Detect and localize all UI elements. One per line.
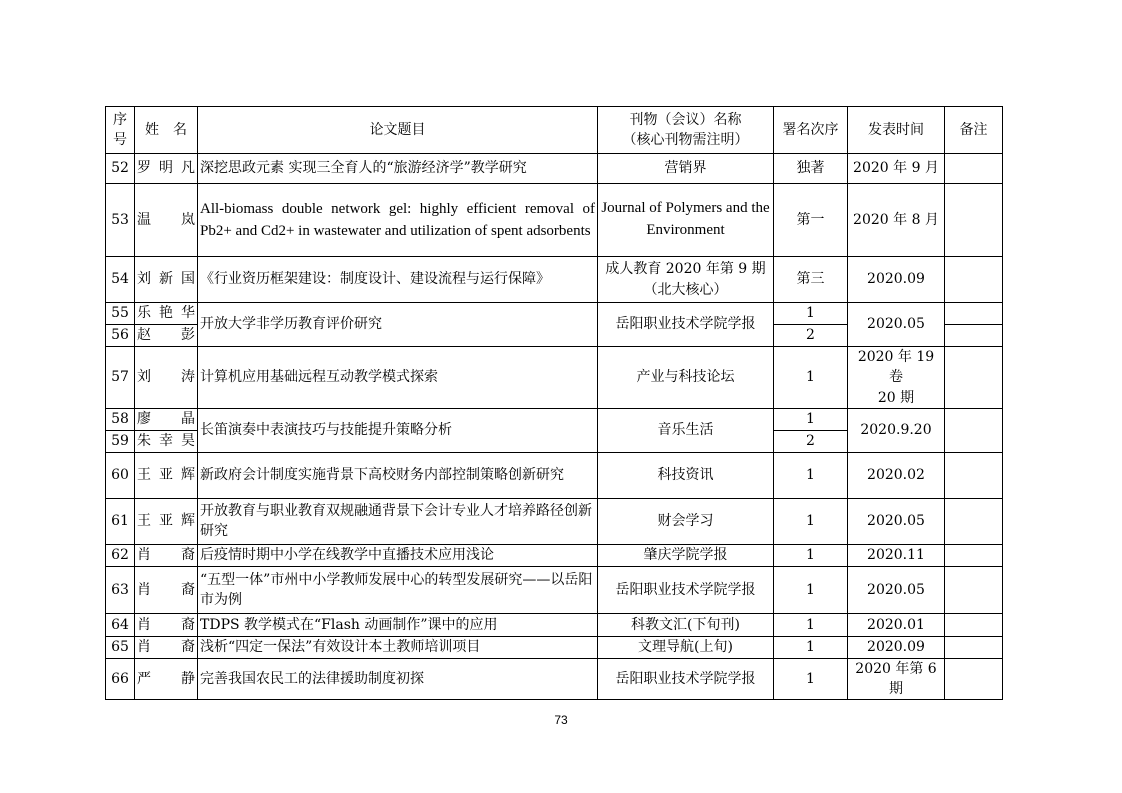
row-order: 第一 <box>774 184 848 257</box>
row-title: 后疫情时期中小学在线教学中直播技术应用浅论 <box>198 544 598 566</box>
row-time: 2020.09 <box>848 257 945 303</box>
header-title: 论文题目 <box>198 107 598 154</box>
row-title: 新政府会计制度实施背景下高校财务内部控制策略创新研究 <box>198 452 598 498</box>
row-journal: 产业与科技论坛 <box>598 347 774 409</box>
row-remarks <box>945 544 1003 566</box>
row-author: 肖 裔 <box>135 544 198 566</box>
row-journal: 财会学习 <box>598 498 774 544</box>
row-remarks <box>945 257 1003 303</box>
row-time: 2020.01 <box>848 613 945 636</box>
row-order: 1 <box>774 347 848 409</box>
row-time: 2020 年 8 月 <box>848 184 945 257</box>
row-title: 计算机应用基础远程互动教学模式探索 <box>198 347 598 409</box>
row-title: TDPS 教学模式在“Flash 动画制作”课中的应用 <box>198 613 598 636</box>
row-seq: 54 <box>106 257 135 303</box>
row-title: 《行业资历框架建设：制度设计、建设流程与运行保障》 <box>198 257 598 303</box>
table-row <box>106 257 1003 303</box>
table-row <box>106 658 1003 700</box>
table-row <box>106 184 1003 257</box>
table-row <box>106 498 1003 544</box>
row-remarks <box>945 452 1003 498</box>
row-order: 1 <box>774 303 848 325</box>
row-time: 2020.05 <box>848 498 945 544</box>
row-journal: 岳阳职业技术学院学报 <box>598 303 774 347</box>
row-remarks <box>945 498 1003 544</box>
row-author: 廖 晶 <box>135 408 198 430</box>
row-journal: 科技资讯 <box>598 452 774 498</box>
row-remarks <box>945 613 1003 636</box>
row-journal: 岳阳职业技术学院学报 <box>598 658 774 700</box>
header-remarks: 备注 <box>945 107 1003 154</box>
row-remarks <box>945 408 1003 452</box>
row-title: 深挖思政元素 实现三全育人的“旅游经济学”教学研究 <box>198 154 598 184</box>
row-journal: 岳阳职业技术学院学报 <box>598 566 774 613</box>
row-journal: 文理导航(上旬) <box>598 636 774 658</box>
row-author: 罗明凡 <box>135 154 198 184</box>
papers-table <box>105 106 1003 700</box>
row-order: 1 <box>774 658 848 700</box>
row-author: 刘 涛 <box>135 347 198 409</box>
row-seq: 52 <box>106 154 135 184</box>
table-row <box>106 347 1003 409</box>
row-author: 赵 彭 <box>135 325 198 347</box>
row-seq: 56 <box>106 325 135 347</box>
row-order: 1 <box>774 452 848 498</box>
header-journal: 刊物（会议）名称 （核心刊物需注明） <box>598 107 774 154</box>
row-title: All-biomass double network gel: highly efficient removal of Pb2+ and Cd2+ in wastewater and utilization of spent adsorbents <box>198 184 598 257</box>
row-order: 1 <box>774 613 848 636</box>
row-time: 2020 年 9 月 <box>848 154 945 184</box>
row-title: 浅析“四定一保法”有效设计本土教师培训项目 <box>198 636 598 658</box>
row-title: “五型一体”市州中小学教师发展中心的转型发展研究——以岳阳市为例 <box>198 566 598 613</box>
row-journal: 营销界 <box>598 154 774 184</box>
row-remarks <box>945 658 1003 700</box>
row-author: 朱幸昊 <box>135 430 198 452</box>
table-row <box>106 613 1003 636</box>
row-seq: 61 <box>106 498 135 544</box>
row-time: 2020.05 <box>848 303 945 347</box>
row-time: 2020.02 <box>848 452 945 498</box>
header-seq: 序 号 <box>106 107 135 154</box>
row-order: 2 <box>774 430 848 452</box>
row-order: 独著 <box>774 154 848 184</box>
header-row <box>106 107 1003 154</box>
row-author: 肖 裔 <box>135 566 198 613</box>
table-row <box>106 154 1003 184</box>
row-author: 王亚辉 <box>135 498 198 544</box>
page-number: 73 <box>554 713 568 727</box>
row-remarks <box>945 303 1003 325</box>
row-order: 1 <box>774 498 848 544</box>
row-remarks <box>945 347 1003 409</box>
row-author: 乐艳华 <box>135 303 198 325</box>
row-order: 第三 <box>774 257 848 303</box>
row-time: 2020.09 <box>848 636 945 658</box>
table-row <box>106 566 1003 613</box>
row-time: 2020 年第 6 期 <box>848 658 945 700</box>
table-row <box>106 636 1003 658</box>
row-title: 开放大学非学历教育评价研究 <box>198 303 598 347</box>
table-row <box>106 452 1003 498</box>
row-remarks <box>945 154 1003 184</box>
row-seq: 65 <box>106 636 135 658</box>
row-seq: 60 <box>106 452 135 498</box>
row-seq: 66 <box>106 658 135 700</box>
table-row <box>106 303 1003 325</box>
row-title: 完善我国农民工的法律援助制度初探 <box>198 658 598 700</box>
row-journal: 科教文汇(下旬刊) <box>598 613 774 636</box>
row-journal: 音乐生活 <box>598 408 774 452</box>
header-pub-time: 发表时间 <box>848 107 945 154</box>
row-author: 肖 裔 <box>135 636 198 658</box>
row-time: 2020 年 19 卷 20 期 <box>848 347 945 409</box>
row-seq: 59 <box>106 430 135 452</box>
row-order: 1 <box>774 408 848 430</box>
row-title: 长笛演奏中表演技巧与技能提升策略分析 <box>198 408 598 452</box>
row-time: 2020.05 <box>848 566 945 613</box>
row-author: 温 岚 <box>135 184 198 257</box>
row-remarks <box>945 566 1003 613</box>
row-order: 1 <box>774 544 848 566</box>
row-seq: 64 <box>106 613 135 636</box>
row-journal: 肇庆学院学报 <box>598 544 774 566</box>
row-seq: 58 <box>106 408 135 430</box>
table-row <box>106 544 1003 566</box>
table-row <box>106 408 1003 430</box>
row-author: 刘新国 <box>135 257 198 303</box>
row-journal: 成人教育 2020 年第 9 期 （北大核心） <box>598 257 774 303</box>
row-order: 2 <box>774 325 848 347</box>
row-remarks <box>945 636 1003 658</box>
row-seq: 55 <box>106 303 135 325</box>
row-time: 2020.9.20 <box>848 408 945 452</box>
header-name: 姓 名 <box>135 107 198 154</box>
row-title: 开放教育与职业教育双规融通背景下会计专业人才培养路径创新研究 <box>198 498 598 544</box>
row-remarks <box>945 325 1003 347</box>
row-order: 1 <box>774 566 848 613</box>
row-author: 严 静 <box>135 658 198 700</box>
row-journal: Journal of Polymers and the Environment <box>598 184 774 257</box>
row-remarks <box>945 184 1003 257</box>
row-author: 王亚辉 <box>135 452 198 498</box>
row-seq: 57 <box>106 347 135 409</box>
row-author: 肖 裔 <box>135 613 198 636</box>
row-seq: 62 <box>106 544 135 566</box>
row-seq: 63 <box>106 566 135 613</box>
row-order: 1 <box>774 636 848 658</box>
row-seq: 53 <box>106 184 135 257</box>
row-time: 2020.11 <box>848 544 945 566</box>
header-author-order: 署名次序 <box>774 107 848 154</box>
